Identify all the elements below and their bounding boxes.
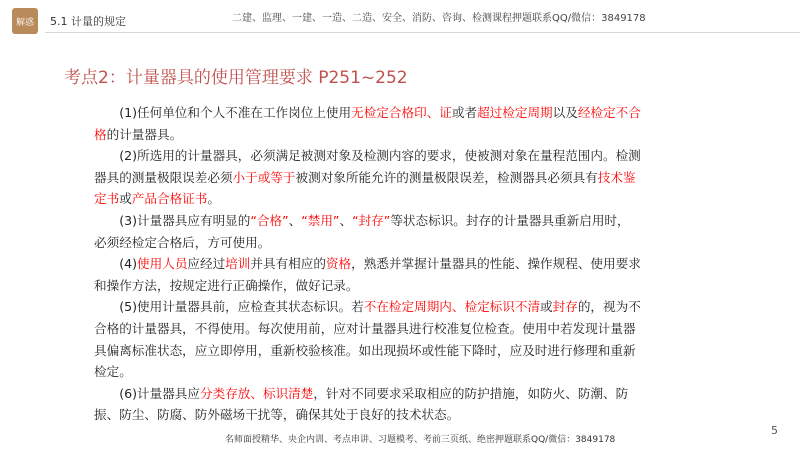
highlighted-text: 使用人员 xyxy=(137,256,188,272)
paragraph-text: 的计量器具。 xyxy=(106,126,183,142)
highlighted-text: “合格” xyxy=(250,212,289,228)
highlighted-text: 产品合格证书 xyxy=(131,191,208,207)
highlighted-text: 分类存放、标识清楚 xyxy=(200,385,314,401)
paragraph-text: ，针对不同要求采取相应的防护措施，如防火、防潮、防振、防尘、防腐、防外磁场干扰等，确保其处于良好的技术状态。 xyxy=(94,385,629,423)
paragraph-text: 或 xyxy=(540,299,553,315)
paragraph xyxy=(94,296,642,382)
header-divider xyxy=(45,32,800,33)
paragraph-text: 等状态标识。封存的计量器具重新启用时，必须经检定合格后，方可使用。 xyxy=(94,212,630,250)
slide-title: 考点2：计量器具的使用管理要求 P251~252 xyxy=(64,68,408,88)
highlighted-text: 超过检定周期 xyxy=(477,105,553,120)
paragraph-text: (4) xyxy=(119,256,138,272)
highlighted-text: 资格 xyxy=(325,256,352,272)
paragraph-text: 以及 xyxy=(552,105,578,120)
paragraph-text: 或者 xyxy=(451,105,478,120)
highlighted-text: 无检定合格印、证 xyxy=(351,105,452,120)
page-number: 5 xyxy=(771,424,778,437)
highlighted-text: 小于或等于 xyxy=(232,169,296,185)
highlighted-text: “封存” xyxy=(352,212,391,228)
paragraph-text: 并具有相应的 xyxy=(250,256,326,272)
paragraph-text: 或 xyxy=(119,191,132,207)
paragraph-text: 应经过 xyxy=(187,256,226,272)
paragraph-text: (5)使用计量器具前，应检查其状态标识。若 xyxy=(119,299,364,315)
paragraph-text: 的，视为不合格的计量器具，不得使用。每次使用前，应对计量器具进行校准复位检查。使用中若发现计量器具偏离标准状态，应立即停用，重新校验核准。如出现损坏或性能下降时，应及时进行修理和重新检定。 xyxy=(94,299,641,380)
header-contact-banner: 二建、监理、一建、一造、二造、安全、消防、咨询、检测课程押题联系QQ/微信：3849178 xyxy=(232,13,646,24)
footer-contact-banner: 名师面授精华、央企内训、考点串讲、习题模考、考前三页纸、绝密押题联系QQ/微信：3849178 xyxy=(225,435,616,445)
paragraph-text: 、 xyxy=(288,212,302,228)
paragraph-text: 被测对象所能允许的测量极限误差，检测器具必须具有 xyxy=(295,169,598,185)
highlighted-text: 经检定不合格 xyxy=(94,105,641,142)
paragraph xyxy=(94,253,642,296)
paragraph xyxy=(94,145,642,210)
paragraph-text: (2)所选用的计量器具，必须满足被测对象及检测内容的要求，使被测对象在量程范围内。检测器具的测量极限误差必须 xyxy=(94,148,641,185)
paragraph-text: 、 xyxy=(339,212,353,228)
paragraph-text: (3)计量器具应有明显的 xyxy=(119,212,251,228)
paragraph xyxy=(94,210,642,253)
slide-body xyxy=(94,102,642,426)
highlighted-text: 不在检定周期内、检定标识不清 xyxy=(363,299,541,315)
highlighted-text: 培训 xyxy=(225,256,251,272)
paragraph-text: (6)计量器具应 xyxy=(119,385,200,401)
paragraph-text: (1)任何单位和个人不准在工作岗位上使用 xyxy=(119,105,352,120)
paragraph-text: 。 xyxy=(207,191,220,207)
highlighted-text: “禁用” xyxy=(301,212,340,228)
course-logo: 解惑 xyxy=(12,8,38,34)
paragraph xyxy=(94,383,642,426)
highlighted-text: 技术鉴定书 xyxy=(94,169,636,207)
paragraph xyxy=(94,102,642,145)
paragraph-text: ，熟悉并掌握计量器具的性能、操作规程、使用要求和操作方法，按规定进行正确操作，做好记录。 xyxy=(94,256,641,293)
highlighted-text: 封存 xyxy=(552,299,578,315)
section-label: 5.1 计量的规定 xyxy=(50,15,126,28)
